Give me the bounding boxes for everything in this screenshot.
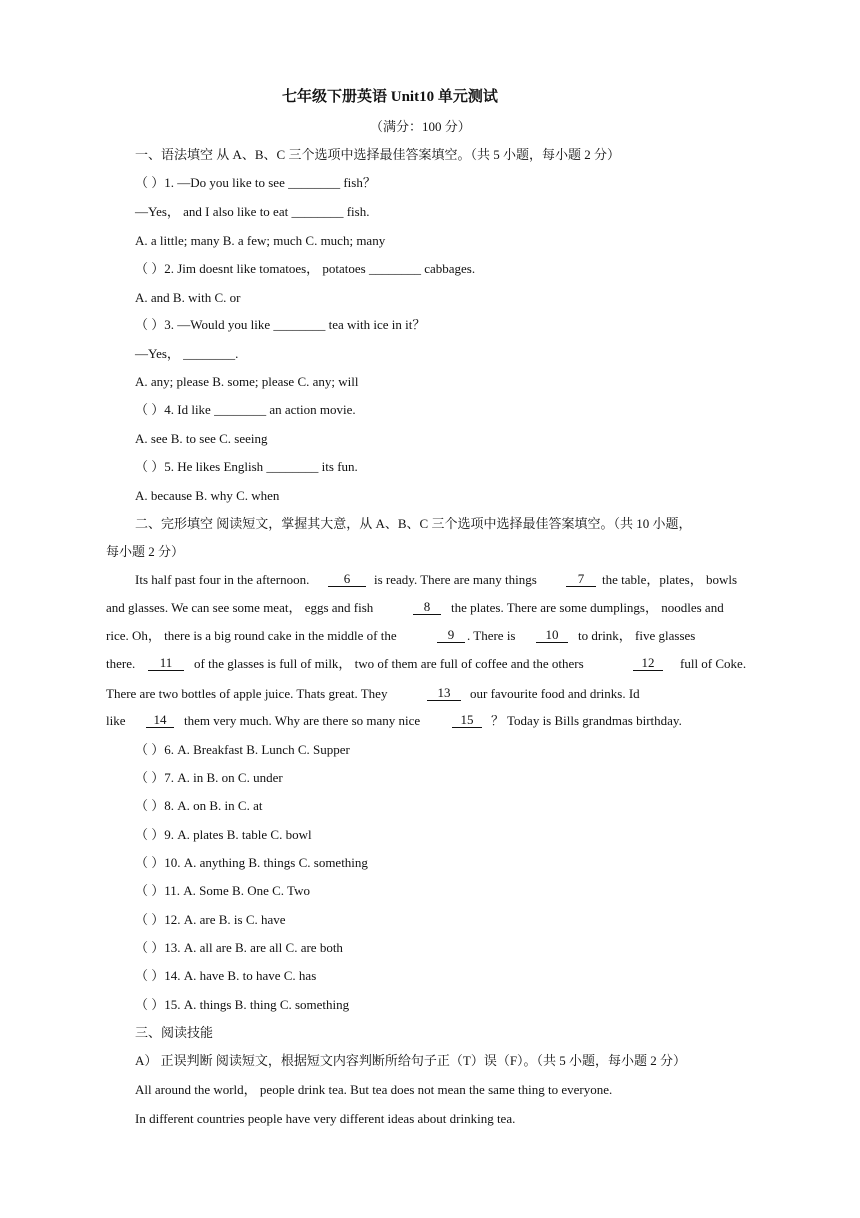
section2-heading: 二、完形填空 阅读短文，掌握其大意，从 A、B、C 三个选项中选择最佳答案填空。（共 10 小题， (135, 516, 692, 531)
passage-text: and glasses. We can see some meat， eggs and fish (106, 600, 374, 615)
passage-text: full of Coke. (680, 656, 747, 671)
section1-line: A. and B. with C. or (135, 290, 241, 305)
passage-text: Its half past four in the afternoon. (135, 572, 310, 587)
cloze-option: （ ）15. A. things B. thing C. something (135, 997, 350, 1012)
cloze-option: （ ）10. A. anything B. things C. something (135, 855, 368, 870)
passage-blank: 6 (328, 572, 366, 587)
cloze-option: （ ）14. A. have B. to have C. has (135, 968, 317, 983)
cloze-option: （ ）9. A. plates B. table C. bowl (135, 827, 312, 842)
passage-text: is ready. There are many things (374, 572, 537, 587)
page-title: 七年级下册英语 Unit10 单元测试 (282, 89, 498, 105)
passage-text: There are two bottles of apple juice. Thats great. They (106, 686, 388, 701)
section1-line: A. a little; many B. a few; much C. much; many (135, 233, 386, 248)
passage-blank: 14 (146, 713, 174, 728)
section1-line: （ ）4. Id like ________ an action movie. (135, 402, 356, 417)
cloze-option: （ ）13. A. all are B. are all C. are both (135, 940, 343, 955)
section3-heading: 三、阅读技能 (135, 1025, 214, 1040)
cloze-option: （ ）6. A. Breakfast B. Lunch C. Supper (135, 742, 350, 757)
passage-text: our favourite food and drinks. Id (470, 686, 640, 701)
cloze-option: （ ）12. A. are B. is C. have (135, 912, 286, 927)
section1-line: —Yes， ________. (135, 346, 239, 361)
passage-text: of the glasses is full of milk， two of them are full of coffee and the others (194, 656, 584, 671)
reading-line: All around the world， people drink tea. But tea does not mean the same thing to everyone. (135, 1082, 613, 1097)
section1-line: （ ）1. —Do you like to see ________ fish？ (135, 175, 376, 190)
cloze-option: （ ）8. A. on B. in C. at (135, 798, 263, 813)
passage-text: the plates. There are some dumplings， noodles and (451, 600, 724, 615)
section1-line: —Yes， and I also like to eat ________ fish. (135, 204, 370, 219)
passage-text: there. (106, 656, 136, 671)
passage-text: them very much. Why are there so many nice (184, 713, 421, 728)
cloze-option: （ ）7. A. in B. on C. under (135, 770, 283, 785)
passage-blank: 7 (566, 572, 596, 587)
section1-heading: 一、语法填空 从 A、B、C 三个选项中选择最佳答案填空。（共 5 小题，每小题 2 分） (135, 147, 620, 162)
passage-blank: 9 (437, 628, 465, 643)
section3-subheading: A） 正误判断 阅读短文，根据短文内容判断所给句子正（T）误（F）。（共 5 小题，每小题 2 分） (135, 1053, 687, 1068)
section1-line: （ ）5. He likes English ________ its fun. (135, 459, 358, 474)
section1-line: （ ）3. —Would you like ________ tea with ice in it？ (135, 317, 426, 332)
passage-text: like (106, 713, 126, 728)
section1-line: （ ）2. Jim doesnt like tomatoes， potatoes ________ cabbages. (135, 261, 476, 276)
section1-line: A. any; please B. some; please C. any; will (135, 374, 359, 389)
section2-heading-cont: 每小题 2 分） (106, 544, 185, 559)
passage-text: to drink， five glasses (578, 628, 696, 643)
score-note: （满分：100 分） (370, 119, 471, 134)
passage-blank: 13 (427, 686, 461, 701)
passage-text: . There is (467, 628, 516, 643)
passage-blank: 15 (452, 713, 482, 728)
passage-text: ？ Today is Bills grandmas birthday. (491, 713, 682, 728)
passage-blank: 10 (536, 628, 568, 643)
passage-blank: 8 (413, 600, 441, 615)
cloze-option: （ ）11. A. Some B. One C. Two (135, 883, 310, 898)
passage-blank: 11 (148, 656, 184, 671)
reading-line: In different countries people have very different ideas about drinking tea. (135, 1111, 516, 1126)
passage-text: rice. Oh， there is a big round cake in the middle of the (106, 628, 397, 643)
passage-blank: 12 (633, 656, 663, 671)
section1-line: A. because B. why C. when (135, 488, 280, 503)
passage-text: the table，plates， bowls (602, 572, 738, 587)
section1-line: A. see B. to see C. seeing (135, 431, 268, 446)
